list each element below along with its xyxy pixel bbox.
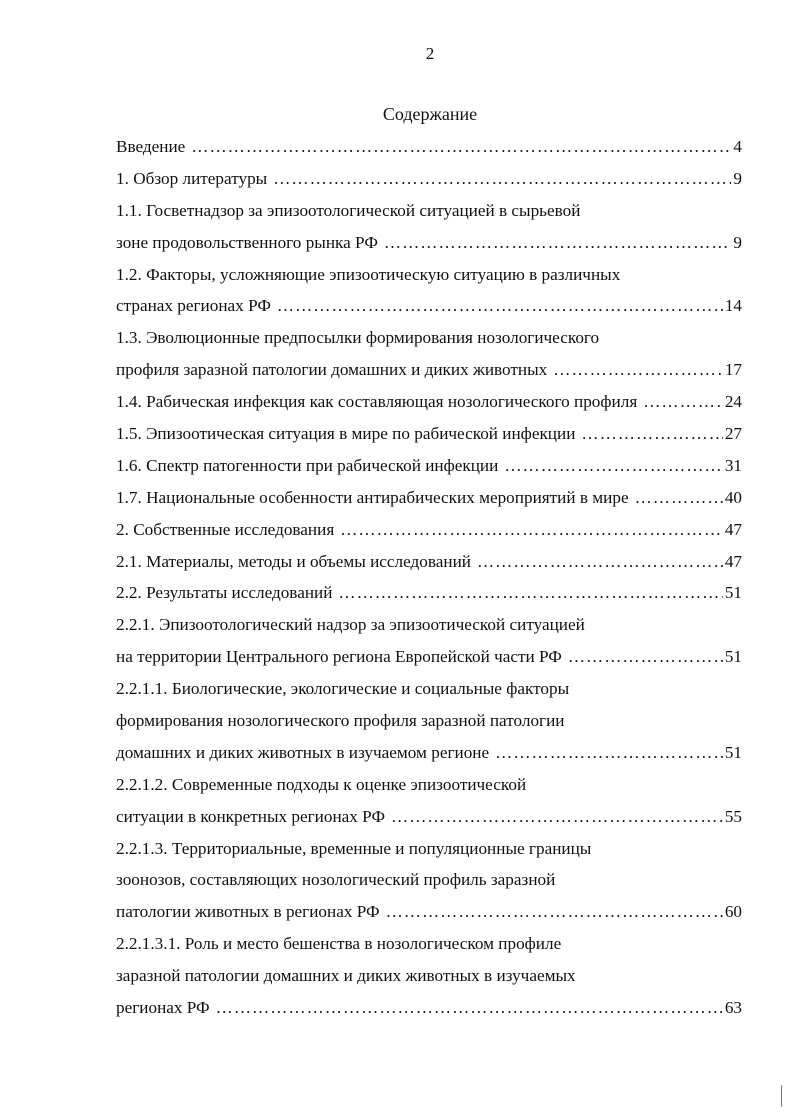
toc-title: Содержание (382, 104, 478, 124)
toc-entry (116, 673, 742, 769)
toc-entry-text: 2.1. Материалы, методы и объемы исследований (116, 551, 471, 571)
toc-entry-text: зоне продовольственного рынка РФ (116, 232, 378, 252)
toc-entry (116, 546, 742, 578)
toc-entry-line-final (116, 227, 742, 259)
toc-entry (116, 322, 742, 386)
toc-page-number: 40 (724, 487, 742, 507)
toc-dot-leader (568, 641, 723, 673)
toc-entry-line-final (116, 801, 742, 833)
toc-dot-leader (504, 450, 722, 482)
toc-entry-line-final (116, 737, 742, 769)
toc-entry (116, 833, 742, 929)
toc-dot-leader (643, 386, 723, 418)
toc-entry-text: 1.6. Спектр патогенности при рабической инфекции (116, 455, 499, 475)
toc-dot-leader (553, 354, 723, 386)
toc-page-number: 63 (724, 998, 742, 1018)
toc-dot-leader (384, 227, 732, 259)
toc-entry-text: заразной патологии домашних и диких животных в изучаемых (116, 966, 576, 986)
toc-entry-line-final (116, 386, 742, 418)
toc-entry-text: 2. Собственные исследования (116, 519, 335, 539)
toc-entry-text: 1.5. Эпизоотическая ситуация в мире по рабической инфекции (116, 424, 576, 444)
toc-entry-line-final (116, 546, 742, 578)
toc-dot-leader (495, 737, 723, 769)
toc-entry-line (116, 769, 742, 801)
toc-dot-leader (277, 290, 723, 322)
toc-dot-leader (340, 514, 723, 546)
toc-entry-text: 1.3. Эволюционные предпосылки формирования нозологического (116, 328, 600, 348)
toc-page-number: 55 (724, 806, 742, 826)
toc-entry-line-final (116, 992, 742, 1024)
toc-page-number: 51 (724, 647, 742, 667)
toc-entry-text: патологии животных в регионах РФ (116, 902, 380, 922)
toc-entry-line-final (116, 450, 742, 482)
toc-entry (116, 928, 742, 1024)
toc-entry-line-final (116, 641, 742, 673)
toc-entry-line-final (116, 290, 742, 322)
toc-page-number: 31 (724, 455, 742, 475)
toc-entry-line-final (116, 896, 742, 928)
toc-entry-text: 1.7. Национальные особенности антирабических мероприятий в мире (116, 487, 629, 507)
toc-entry (116, 769, 742, 833)
toc-entry-text: странах регионах РФ (116, 296, 271, 316)
page-number: 2 (425, 44, 435, 63)
scan-artifact (781, 1085, 782, 1107)
toc-entry-text: 2.2.1.3.1. Роль и место бешенства в нозологическом профиле (116, 934, 562, 954)
toc-entry-line (116, 705, 742, 737)
toc-page-number: 4 (733, 137, 742, 156)
toc-entry (116, 386, 742, 418)
toc-entry-line-final (116, 514, 742, 546)
toc-entry (116, 259, 742, 323)
toc-dot-leader (191, 131, 731, 163)
toc-page-number: 51 (724, 742, 742, 762)
toc-dot-leader (581, 418, 722, 450)
toc-dot-leader (391, 801, 723, 833)
toc-entry-text: 2.2.1.1. Биологические, экологические и социальные факторы (116, 679, 570, 699)
toc-entry-text: Введение (116, 137, 186, 156)
toc-page-number: 24 (724, 392, 742, 412)
toc-entry-line (116, 259, 742, 291)
toc-entry-text: 1.1. Госветнадзор за эпизоотологической ситуацией в сырьевой (116, 200, 581, 220)
toc-entry-text: профиля заразной патологии домашних и диких животных (116, 360, 548, 380)
toc-entry-line (116, 833, 742, 865)
toc-entry-line-final (116, 163, 742, 195)
toc-page-number: 9 (733, 168, 742, 188)
toc-entry-text: регионах РФ (116, 998, 210, 1018)
toc-entry-text: 1.2. Факторы, усложняющие эпизоотическую ситуацию в различных (116, 264, 621, 284)
toc-page-number: 51 (724, 583, 742, 603)
toc-entry-text: 2.2.1.2. Современные подходы к оценке эпизоотической (116, 774, 527, 794)
toc-entry-line (116, 195, 742, 227)
toc-entry-line (116, 609, 742, 641)
toc-entry (116, 163, 742, 195)
toc-entry-line (116, 864, 742, 896)
toc-dot-leader (216, 992, 723, 1024)
toc-page-number: 14 (724, 296, 742, 316)
toc-dot-leader (386, 896, 723, 928)
toc-entry-text: формирования нозологического профиля заразной патологии (116, 711, 565, 731)
table-of-contents (116, 131, 742, 1024)
toc-page-number: 47 (724, 519, 742, 539)
toc-page-number: 47 (724, 551, 742, 571)
toc-dot-leader (338, 577, 722, 609)
toc-entry-text: 1. Обзор литературы (116, 168, 268, 188)
toc-entry-text: 2.2.1. Эпизоотологический надзор за эпизоотической ситуацией (116, 615, 585, 635)
toc-dot-leader (273, 163, 731, 195)
toc-page-number: 9 (733, 232, 742, 252)
toc-entry-text: домашних и диких животных в изучаемом регионе (116, 742, 490, 762)
toc-page-number: 27 (724, 424, 742, 444)
toc-entry-text: 1.4. Рабическая инфекция как составляющая нозологического профиля (116, 392, 638, 412)
toc-dot-leader (635, 482, 723, 514)
toc-entry-line-final (116, 482, 742, 514)
toc-entry (116, 577, 742, 609)
toc-entry-line-final (116, 577, 742, 609)
toc-entry-text: зоонозов, составляющих нозологический профиль заразной (116, 870, 556, 890)
toc-entry (116, 131, 742, 163)
toc-page-number: 60 (724, 902, 742, 922)
toc-dot-leader (477, 546, 723, 578)
toc-entry (116, 609, 742, 673)
toc-entry-line (116, 673, 742, 705)
toc-entry-text: 2.2. Результаты исследований (116, 583, 333, 603)
toc-entry-line (116, 960, 742, 992)
toc-page-number: 17 (724, 360, 742, 380)
toc-entry-text: 2.2.1.3. Территориальные, временные и популяционные границы (116, 838, 592, 858)
toc-entry-text: ситуации в конкретных регионах РФ (116, 806, 386, 826)
toc-entry-line-final (116, 131, 742, 163)
toc-entry (116, 450, 742, 482)
toc-entry-line (116, 928, 742, 960)
toc-entry-line-final (116, 418, 742, 450)
toc-entry-line-final (116, 354, 742, 386)
toc-entry-line (116, 322, 742, 354)
toc-entry (116, 418, 742, 450)
toc-entry (116, 482, 742, 514)
toc-entry-text: на территории Центрального региона Европейской части РФ (116, 647, 562, 667)
toc-entry (116, 514, 742, 546)
toc-entry (116, 195, 742, 259)
